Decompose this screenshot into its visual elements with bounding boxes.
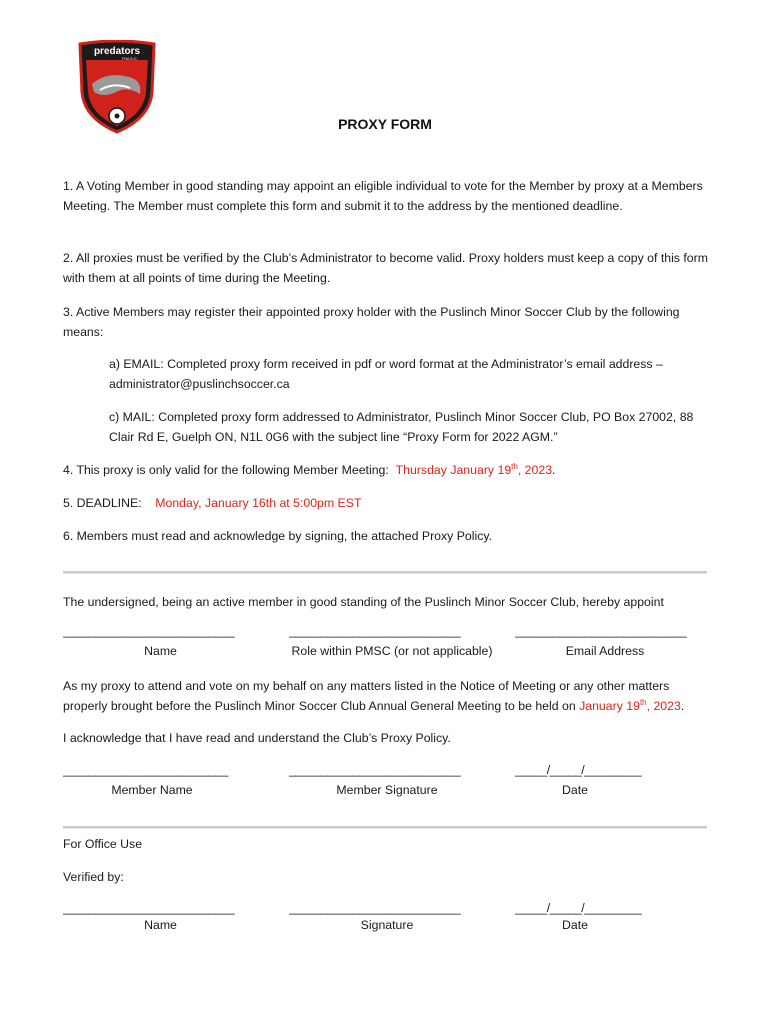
proxy-email-field[interactable]: ___________________________ — [515, 624, 687, 638]
item-1: 1. A Voting Member in good standing may appoint an eligible individual to vote for the Member by proxy at a Members Meeting. The Member must complete this form and submit it to the address by the mentioned deadline. — [63, 179, 703, 213]
member-date-field[interactable]: _____/_____/_________ — [515, 763, 642, 777]
label-email: Email Address — [565, 644, 645, 658]
acknowledge-text: I acknowledge that I have read and understand the Club’s Proxy Policy. — [63, 731, 451, 745]
appoint-intro: The undersigned, being an active member in good standing of the Puslinch Minor Soccer Club, hereby appoint — [63, 595, 664, 609]
label-name: Name — [144, 644, 177, 658]
logo-text: predators — [93, 46, 141, 57]
page-title: PROXY FORM — [338, 116, 432, 132]
deadline-label: 5. DEADLINE: — [63, 496, 142, 510]
label-date: Date — [562, 783, 588, 797]
office-label-date: Date — [562, 918, 588, 932]
office-name-field[interactable]: ___________________________ — [63, 901, 235, 915]
divider — [63, 571, 707, 573]
item-4-text: 4. This proxy is only valid for the following Member Meeting: — [63, 463, 389, 477]
label-member-signature: Member Signature — [336, 783, 438, 797]
proxy-name-field[interactable]: ___________________________ — [63, 624, 235, 638]
label-role: Role within PMSC (or not applicable) — [291, 644, 493, 658]
verified-by-label: Verified by: — [63, 870, 124, 884]
member-name-field[interactable]: __________________________ — [63, 763, 228, 777]
office-date-field[interactable]: _____/_____/_________ — [515, 901, 642, 915]
item-3c: c) MAIL: Completed proxy form addressed to Administrator, Puslinch Minor Soccer Club, PO Box 27002, 88 Clair Rd E, Guelph ON, N1L 0G6 with the subject line “Proxy Form for 2022 AGM.” — [109, 410, 694, 444]
item-3a — [109, 354, 709, 394]
email-address: administrator@puslinchsoccer.ca — [109, 377, 290, 391]
office-use-heading: For Office Use — [63, 837, 143, 851]
office-label-signature: Signature — [360, 918, 414, 932]
proxy-role-field[interactable]: ___________________________ — [289, 624, 461, 638]
office-divider — [63, 826, 707, 828]
item-3: 3. Active Members may register their appointed proxy holder with the Puslinch Minor Soccer Club by the following means: — [63, 305, 680, 339]
agm-date: January 19th, 2023 — [579, 697, 681, 713]
proxy-statement: As my proxy to attend and vote on my behalf on any matters listed in the Notice of Meeting or any other matters properly brought before the Puslinch Minor Soccer Club Annual General Meeting to be held on January 19th, 2023. — [63, 679, 685, 713]
logo-subtext: P.M.S.C. — [122, 56, 138, 61]
deadline-value: Monday, January 16th at 5:00pm EST — [155, 496, 362, 510]
item-5 — [63, 493, 713, 513]
item-2: 2. All proxies must be verified by the Club’s Administrator to become valid. Proxy holders must keep a copy of this form with them at all points of time during the Meeting. — [63, 251, 708, 285]
office-signature-field[interactable]: ___________________________ — [289, 901, 461, 915]
label-member-name: Member Name — [111, 783, 193, 797]
item-3a-line1: a) EMAIL: Completed proxy form received in pdf or word format at the Administrator’s email address – — [109, 357, 663, 371]
meeting-date: Thursday January 19th, 2023 — [395, 461, 553, 477]
item-6: 6. Members must read and acknowledge by signing, the attached Proxy Policy. — [63, 529, 493, 543]
member-signature-field[interactable]: ___________________________ — [289, 763, 461, 777]
item-4: 4. This proxy is only valid for the following Member Meeting: Thursday January 19th, 2023. — [63, 461, 556, 477]
office-label-name: Name — [144, 918, 177, 932]
